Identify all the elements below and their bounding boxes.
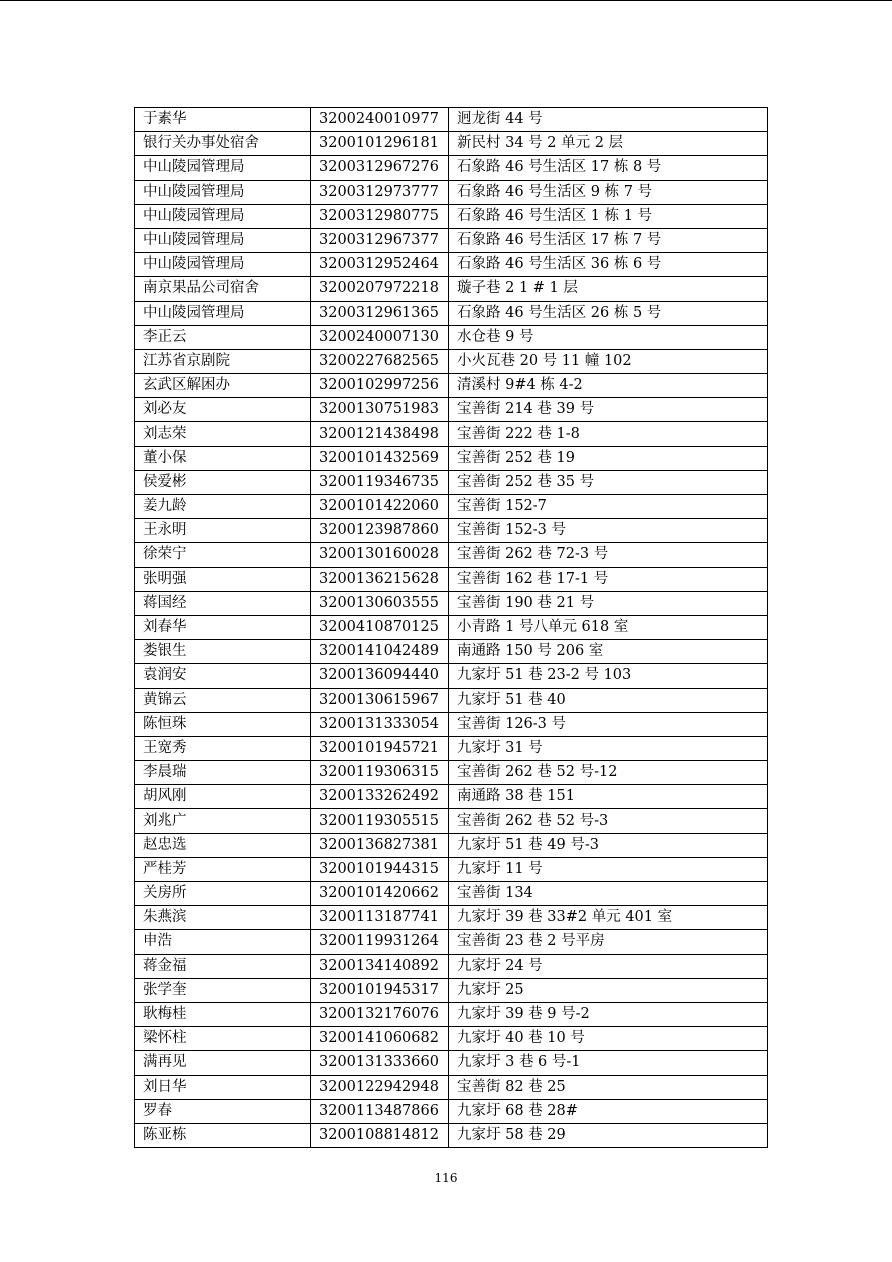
table-row	[135, 857, 768, 881]
address-cell: 小青路 1 号八单元 618 室	[449, 615, 768, 639]
address-cell: 九家圩 25	[449, 978, 768, 1002]
address-cell: 宝善街 190 巷 21 号	[449, 591, 768, 615]
table-row	[135, 422, 768, 446]
table-row	[135, 398, 768, 422]
address-cell: 九家圩 58 巷 29	[449, 1123, 768, 1147]
name-cell: 娄银生	[135, 640, 311, 664]
address-cell: 九家圩 39 巷 33#2 单元 401 室	[449, 906, 768, 930]
code-cell: 3200102997256	[311, 374, 449, 398]
code-cell: 3200101296181	[311, 132, 449, 156]
name-cell: 关房所	[135, 882, 311, 906]
table-row	[135, 374, 768, 398]
code-cell: 3200113187741	[311, 906, 449, 930]
code-cell: 3200227682565	[311, 349, 449, 373]
table-row	[135, 543, 768, 567]
table-row	[135, 301, 768, 325]
name-cell: 中山陵园管理局	[135, 228, 311, 252]
table-row	[135, 809, 768, 833]
table-row	[135, 640, 768, 664]
records-table-body	[135, 108, 768, 1148]
name-cell: 玄武区解困办	[135, 374, 311, 398]
table-row	[135, 204, 768, 228]
address-cell: 宝善街 23 巷 2 号平房	[449, 930, 768, 954]
name-cell: 赵忠选	[135, 833, 311, 857]
address-cell: 宝善街 262 巷 52 号-12	[449, 761, 768, 785]
table-row	[135, 761, 768, 785]
table-row	[135, 736, 768, 760]
code-cell: 3200101432569	[311, 446, 449, 470]
name-cell: 李正云	[135, 325, 311, 349]
name-cell: 中山陵园管理局	[135, 156, 311, 180]
table-row	[135, 688, 768, 712]
name-cell: 南京果品公司宿舍	[135, 277, 311, 301]
address-cell: 小火瓦巷 20 号 11 幢 102	[449, 349, 768, 373]
address-cell: 宝善街 152-7	[449, 495, 768, 519]
address-cell: 宝善街 214 巷 39 号	[449, 398, 768, 422]
table-row	[135, 978, 768, 1002]
code-cell: 3200240010977	[311, 108, 449, 132]
name-cell: 侯爱彬	[135, 470, 311, 494]
records-table	[134, 107, 768, 1148]
name-cell: 王宽秀	[135, 736, 311, 760]
code-cell: 3200131333054	[311, 712, 449, 736]
table-row	[135, 833, 768, 857]
address-cell: 璇子巷 2 1 # 1 层	[449, 277, 768, 301]
name-cell: 蒋金福	[135, 954, 311, 978]
name-cell: 胡风刚	[135, 785, 311, 809]
address-cell: 宝善街 152-3 号	[449, 519, 768, 543]
name-cell: 刘必友	[135, 398, 311, 422]
name-cell: 姜九龄	[135, 495, 311, 519]
address-cell: 清溪村 9#4 栋 4-2	[449, 374, 768, 398]
code-cell: 3200136215628	[311, 567, 449, 591]
code-cell: 3200101420662	[311, 882, 449, 906]
name-cell: 申浩	[135, 930, 311, 954]
table-row	[135, 108, 768, 132]
name-cell: 耿梅桂	[135, 1002, 311, 1026]
address-cell: 九家圩 40 巷 10 号	[449, 1027, 768, 1051]
address-cell: 宝善街 82 巷 25	[449, 1075, 768, 1099]
page-number: 116	[434, 1171, 458, 1185]
table-row	[135, 253, 768, 277]
table-row	[135, 591, 768, 615]
address-cell: 宝善街 262 巷 72-3 号	[449, 543, 768, 567]
name-cell: 朱燕滨	[135, 906, 311, 930]
code-cell: 3200101945721	[311, 736, 449, 760]
name-cell: 袁润安	[135, 664, 311, 688]
table-row	[135, 228, 768, 252]
code-cell: 3200141060682	[311, 1027, 449, 1051]
table-row	[135, 785, 768, 809]
table-row	[135, 1002, 768, 1026]
table-row	[135, 349, 768, 373]
table-row	[135, 495, 768, 519]
address-cell: 九家圩 3 巷 6 号-1	[449, 1051, 768, 1075]
name-cell: 罗春	[135, 1099, 311, 1123]
table-row	[135, 1123, 768, 1147]
table-row	[135, 470, 768, 494]
table-row	[135, 180, 768, 204]
table-row	[135, 1075, 768, 1099]
table-row	[135, 882, 768, 906]
address-cell: 九家圩 11 号	[449, 857, 768, 881]
code-cell: 3200312952464	[311, 253, 449, 277]
code-cell: 3200108814812	[311, 1123, 449, 1147]
name-cell: 黄锦云	[135, 688, 311, 712]
name-cell: 中山陵园管理局	[135, 204, 311, 228]
address-cell: 宝善街 252 巷 19	[449, 446, 768, 470]
address-cell: 宝善街 252 巷 35 号	[449, 470, 768, 494]
code-cell: 3200119931264	[311, 930, 449, 954]
code-cell: 3200312980775	[311, 204, 449, 228]
code-cell: 3200410870125	[311, 615, 449, 639]
address-cell: 九家圩 51 巷 23-2 号 103	[449, 664, 768, 688]
address-cell: 南通路 150 号 206 室	[449, 640, 768, 664]
address-cell: 宝善街 262 巷 52 号-3	[449, 809, 768, 833]
name-cell: 严桂芳	[135, 857, 311, 881]
table-row	[135, 615, 768, 639]
address-cell: 九家圩 51 巷 49 号-3	[449, 833, 768, 857]
address-cell: 新民村 34 号 2 单元 2 层	[449, 132, 768, 156]
name-cell: 蒋国经	[135, 591, 311, 615]
table-row	[135, 132, 768, 156]
code-cell: 3200130615967	[311, 688, 449, 712]
address-cell: 南通路 38 巷 151	[449, 785, 768, 809]
code-cell: 3200123987860	[311, 519, 449, 543]
code-cell: 3200119306315	[311, 761, 449, 785]
code-cell: 3200132176076	[311, 1002, 449, 1026]
address-cell: 石象路 46 号生活区 17 栋 7 号	[449, 228, 768, 252]
code-cell: 3200101422060	[311, 495, 449, 519]
address-cell: 九家圩 39 巷 9 号-2	[449, 1002, 768, 1026]
address-cell: 九家圩 51 巷 40	[449, 688, 768, 712]
table-row	[135, 930, 768, 954]
name-cell: 刘兆广	[135, 809, 311, 833]
table-row	[135, 567, 768, 591]
code-cell: 3200113487866	[311, 1099, 449, 1123]
name-cell: 刘日华	[135, 1075, 311, 1099]
code-cell: 3200121438498	[311, 422, 449, 446]
code-cell: 3200130751983	[311, 398, 449, 422]
name-cell: 徐荣宁	[135, 543, 311, 567]
table-row	[135, 712, 768, 736]
code-cell: 3200119346735	[311, 470, 449, 494]
code-cell: 3200130160028	[311, 543, 449, 567]
address-cell: 宝善街 162 巷 17-1 号	[449, 567, 768, 591]
code-cell: 3200312973777	[311, 180, 449, 204]
code-cell: 3200207972218	[311, 277, 449, 301]
name-cell: 张学奎	[135, 978, 311, 1002]
name-cell: 中山陵园管理局	[135, 253, 311, 277]
name-cell: 中山陵园管理局	[135, 301, 311, 325]
code-cell: 3200312967276	[311, 156, 449, 180]
code-cell: 3200134140892	[311, 954, 449, 978]
name-cell: 董小保	[135, 446, 311, 470]
table-row	[135, 446, 768, 470]
table-row	[135, 954, 768, 978]
name-cell: 银行关办事处宿舍	[135, 132, 311, 156]
table-row	[135, 1051, 768, 1075]
table-row	[135, 519, 768, 543]
code-cell: 3200101944315	[311, 857, 449, 881]
name-cell: 刘志荣	[135, 422, 311, 446]
name-cell: 陈恒珠	[135, 712, 311, 736]
code-cell: 3200130603555	[311, 591, 449, 615]
code-cell: 3200131333660	[311, 1051, 449, 1075]
code-cell: 3200133262492	[311, 785, 449, 809]
name-cell: 中山陵园管理局	[135, 180, 311, 204]
address-cell: 宝善街 126-3 号	[449, 712, 768, 736]
address-cell: 九家圩 31 号	[449, 736, 768, 760]
code-cell: 3200136094440	[311, 664, 449, 688]
table-row	[135, 277, 768, 301]
top-border-line	[0, 0, 892, 1]
table-row	[135, 664, 768, 688]
code-cell: 3200312967377	[311, 228, 449, 252]
name-cell: 王永明	[135, 519, 311, 543]
table-row	[135, 325, 768, 349]
address-cell: 石象路 46 号生活区 9 栋 7 号	[449, 180, 768, 204]
address-cell: 宝善街 222 巷 1-8	[449, 422, 768, 446]
code-cell: 3200136827381	[311, 833, 449, 857]
code-cell: 3200312961365	[311, 301, 449, 325]
table-row	[135, 156, 768, 180]
name-cell: 于素华	[135, 108, 311, 132]
code-cell: 3200119305515	[311, 809, 449, 833]
address-cell: 石象路 46 号生活区 1 栋 1 号	[449, 204, 768, 228]
code-cell: 3200141042489	[311, 640, 449, 664]
address-cell: 石象路 46 号生活区 17 栋 8 号	[449, 156, 768, 180]
name-cell: 梁怀柱	[135, 1027, 311, 1051]
address-cell: 水仓巷 9 号	[449, 325, 768, 349]
name-cell: 满再见	[135, 1051, 311, 1075]
code-cell: 3200122942948	[311, 1075, 449, 1099]
address-cell: 石象路 46 号生活区 26 栋 5 号	[449, 301, 768, 325]
name-cell: 李晨瑞	[135, 761, 311, 785]
address-cell: 九家圩 68 巷 28#	[449, 1099, 768, 1123]
address-cell: 迥龙街 44 号	[449, 108, 768, 132]
address-cell: 九家圩 24 号	[449, 954, 768, 978]
name-cell: 陈亚栋	[135, 1123, 311, 1147]
table-row	[135, 906, 768, 930]
name-cell: 江苏省京剧院	[135, 349, 311, 373]
table-row	[135, 1027, 768, 1051]
name-cell: 张明强	[135, 567, 311, 591]
table-row	[135, 1099, 768, 1123]
code-cell: 3200101945317	[311, 978, 449, 1002]
address-cell: 石象路 46 号生活区 36 栋 6 号	[449, 253, 768, 277]
address-cell: 宝善街 134	[449, 882, 768, 906]
name-cell: 刘春华	[135, 615, 311, 639]
code-cell: 3200240007130	[311, 325, 449, 349]
